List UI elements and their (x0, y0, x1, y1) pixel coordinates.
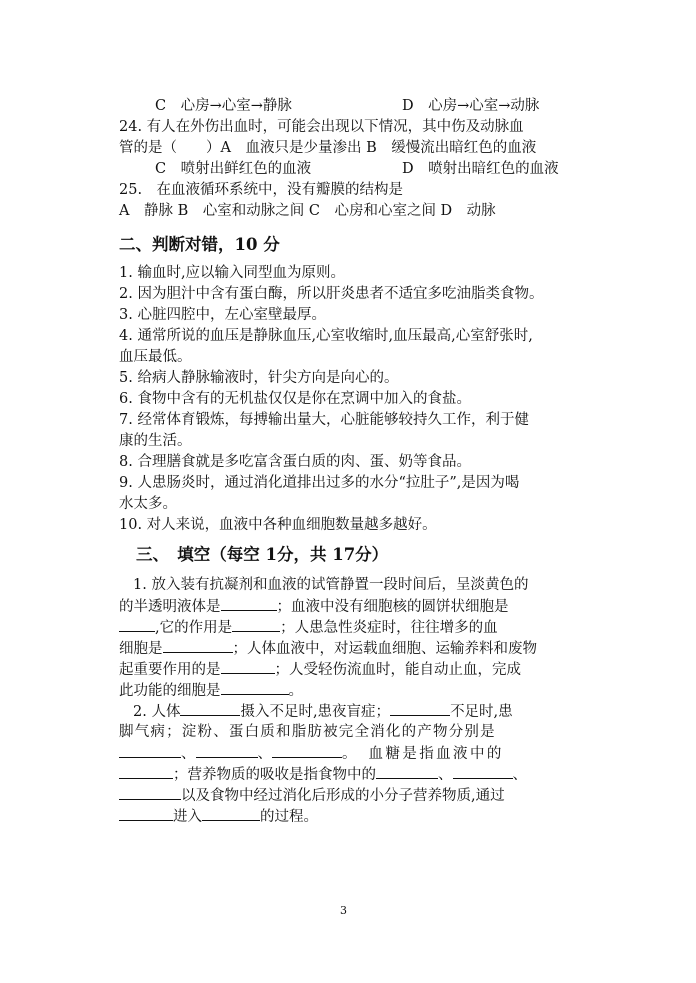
blank-6[interactable] (221, 680, 289, 695)
blank-8[interactable] (390, 701, 450, 716)
blank-11[interactable] (272, 743, 342, 758)
q24-option-d: D 喷射出暗红色的血液 (402, 161, 559, 177)
section-3-title: 三、 填空（每空 1分，共 17分） (136, 545, 389, 564)
fill-p1-line-1: 1. 放入装有抗凝剂和血液的试管静置一段时间后，呈淡黄色的 (133, 577, 529, 593)
judge-item: 7. 经常体育锻炼，每搏输出量大，心脏能够较持久工作，利于健 (119, 412, 529, 428)
fill-p2-line-1: 2. 人体 摄入不足时,患夜盲症； 不足时,患 (133, 701, 579, 723)
fill-p1-line-5: 起重要作用的是 ；人受轻伤流血时，能自动止血，完成 (119, 659, 579, 681)
fill-p1-line-6: 此功能的细胞是 。 (119, 680, 579, 702)
blank-10[interactable] (196, 743, 258, 758)
fill-p2-line-2: 脚气病；淀粉、蛋白质和脂肪被完全消化的产物分别是 (119, 724, 496, 740)
blank-5[interactable] (221, 659, 275, 674)
judge-item: 6. 食物中含有的无机盐仅仅是你在烹调中加入的食盐。 (119, 391, 471, 407)
blank-14[interactable] (453, 764, 513, 779)
q25-line-2: A 静脉 B 心室和动脉之间 C 心房和心室之间 D 动脉 (119, 203, 496, 219)
blank-3[interactable] (232, 617, 280, 632)
fill-p1-line-4: 细胞是 ；人体血液中，对运载血细胞、运输养料和废物 (119, 638, 579, 660)
judge-item: 10. 对人来说，血液中各种血细胞数量越多越好。 (119, 517, 437, 533)
judge-item: 2. 因为胆汁中含有蛋白酶，所以肝炎患者不适宜多吃油脂类食物。 (119, 286, 544, 302)
judge-item: 1. 输血时,应以输入同型血为原则。 (119, 265, 346, 281)
q23-option-c: C 心房→心室→静脉 (155, 98, 292, 114)
fill-p2-line-6: 进入 的过程。 (119, 806, 579, 828)
judge-item: 3. 心脏四腔中，左心室壁最厚。 (119, 307, 326, 323)
blank-4[interactable] (163, 638, 233, 653)
blank-16[interactable] (119, 806, 173, 821)
fill-p1-line-2: 的半透明液体是 ；血液中没有细胞核的圆饼状细胞是 (119, 596, 579, 618)
blank-7[interactable] (180, 701, 240, 716)
judge-item: 5. 给病人静脉输液时，针尖方向是向心的。 (119, 370, 399, 386)
section-2-title: 二、判断对错，10 分 (119, 235, 280, 254)
fill-p2-line-3: 、 、 。 血糖是指血液中的 (119, 743, 579, 765)
q25-line-1: 25. 在血液循环系统中，没有瓣膜的结构是 (119, 182, 404, 198)
page-number: 3 (340, 904, 347, 917)
blank-15[interactable] (119, 785, 181, 800)
fill-p2-line-5: 以及食物中经过消化后形成的小分子营养物质,通过 (119, 785, 579, 807)
judge-item-cont: 水太多。 (119, 496, 177, 512)
q24-line-2: 管的是（ ）A 血液只是少量渗出 B 缓慢流出暗红色的血液 (119, 140, 537, 156)
blank-17[interactable] (202, 806, 260, 821)
judge-item-cont: 血压最低。 (119, 349, 192, 365)
blank-1[interactable] (221, 596, 277, 611)
fill-p2-line-4: ；营养物质的吸收是指食物中的 、 、 (119, 764, 579, 786)
judge-item-cont: 康的生活。 (119, 433, 192, 449)
fill-p1-line-3: ,它的作用是 ；人患急性炎症时，往往增多的血 (119, 617, 579, 639)
judge-item: 8. 合理膳食就是多吃富含蛋白质的肉、蛋、奶等食品。 (119, 454, 471, 470)
blank-12[interactable] (119, 764, 173, 779)
judge-item: 9. 人患肠炎时，通过消化道排出过多的水分“拉肚子”,是因为喝 (119, 475, 520, 491)
blank-2[interactable] (119, 617, 155, 632)
blank-13[interactable] (376, 764, 438, 779)
q24-line-1: 24. 有人在外伤出血时，可能会出现以下情况，其中伤及动脉血 (119, 119, 524, 135)
q24-option-c: C 喷射出鲜红色的血液 (155, 161, 312, 177)
q23-option-d: D 心房→心室→动脉 (402, 98, 540, 114)
judge-item: 4. 通常所说的血压是静脉血压,心室收缩时,血压最高,心室舒张时, (119, 328, 533, 344)
blank-9[interactable] (119, 743, 181, 758)
